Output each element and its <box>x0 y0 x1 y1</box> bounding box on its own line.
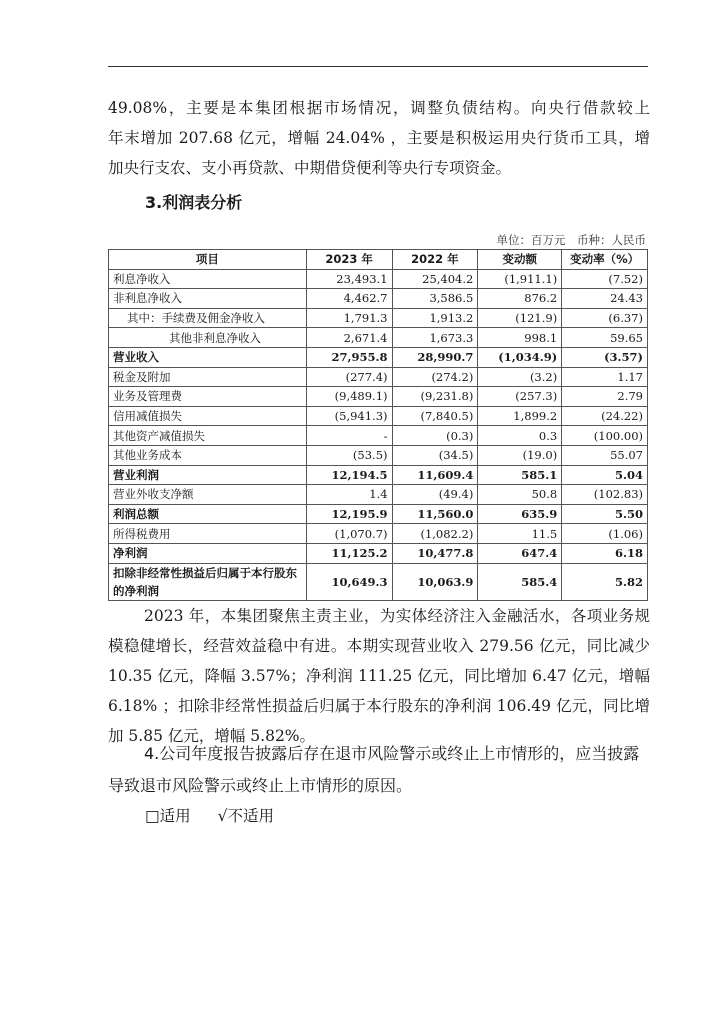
row-label: 其他非利息净收入 <box>109 328 307 348</box>
table-row <box>109 308 648 328</box>
cell-rate: (6.37) <box>562 308 648 328</box>
cell-2023: 2,671.4 <box>306 328 392 348</box>
table-row <box>109 543 648 563</box>
paragraph-line: 加央行支农、支小再贷款、中期借贷便利等央行专项资金。 <box>108 159 512 177</box>
cell-2023: 1,791.3 <box>306 308 392 328</box>
paragraph-profit-analysis: 2023 年，本集团聚焦主责主业，为实体经济注入金融活水，各项业务规模稳健增长，经营效益稳中有进。本期实现营业收入 279.56 亿元，同比减少 10.35 亿元，降幅 3.57%；净利润 111.25 亿元，同比增加 6.47 亿元，增幅 6.18% ；扣除非经常性损益后归属于本行股东的净利润 106.49 亿元，同比增加 5.85 亿元，增幅 5.82%。 <box>108 607 650 745</box>
cell-2023: - <box>306 426 392 446</box>
cell-2022: 1,673.3 <box>392 328 478 348</box>
cell-rate: 24.43 <box>562 289 648 309</box>
cell-rate: (3.57) <box>562 347 648 367</box>
cell-2022: 28,990.7 <box>392 347 478 367</box>
cell-2022: (0.3) <box>392 426 478 446</box>
row-label: 净利润 <box>109 543 307 563</box>
cell-rate: 6.18 <box>562 543 648 563</box>
header-rule <box>108 66 648 67</box>
cell-change: (257.3) <box>478 387 562 407</box>
applicability-options <box>145 802 296 830</box>
cell-2022: 10,477.8 <box>392 543 478 563</box>
cell-change: 50.8 <box>478 485 562 505</box>
cell-2022: (34.5) <box>392 445 478 465</box>
table-header-row <box>109 250 648 270</box>
cell-rate: (100.00) <box>562 426 648 446</box>
row-label: 非利息净收入 <box>109 289 307 309</box>
table-row <box>109 347 648 367</box>
cell-change: 635.9 <box>478 504 562 524</box>
table-row <box>109 387 648 407</box>
cell-change: 647.4 <box>478 543 562 563</box>
cell-2023: (5,941.3) <box>306 406 392 426</box>
cell-2023: 27,955.8 <box>306 347 392 367</box>
cell-2023: 23,493.1 <box>306 269 392 289</box>
paragraph-line: 49.08%，主要是本集团根据市场情况，调整负债结构。向央行借款较上 <box>108 99 650 117</box>
cell-2022: (274.2) <box>392 367 478 387</box>
cell-rate: 55.07 <box>562 445 648 465</box>
cell-2022: 3,586.5 <box>392 289 478 309</box>
cell-2023: 12,195.9 <box>306 504 392 524</box>
cell-rate: (24.22) <box>562 406 648 426</box>
row-label: 利息净收入 <box>109 269 307 289</box>
cell-rate: 2.79 <box>562 387 648 407</box>
cell-change: (19.0) <box>478 445 562 465</box>
cell-change: 1,899.2 <box>478 406 562 426</box>
table-row <box>109 269 648 289</box>
row-label: 营业收入 <box>109 347 307 367</box>
cell-2023: 12,194.5 <box>306 465 392 485</box>
cell-rate: 1.17 <box>562 367 648 387</box>
option-applicable: □适用 <box>145 807 191 825</box>
cell-2022: 11,560.0 <box>392 504 478 524</box>
row-label: 所得税费用 <box>109 524 307 544</box>
cell-rate: (1.06) <box>562 524 648 544</box>
cell-2023: 4,462.7 <box>306 289 392 309</box>
table-row <box>109 426 648 446</box>
table-row <box>109 328 648 348</box>
unit-note: 单位：百万元 币种：人民币 <box>496 233 646 247</box>
row-label: 营业外收支净额 <box>109 485 307 505</box>
cell-2022: 10,063.9 <box>392 563 478 600</box>
cell-2023: 11,125.2 <box>306 543 392 563</box>
cell-change: (1,911.1) <box>478 269 562 289</box>
cell-2022: (9,231.8) <box>392 387 478 407</box>
cell-rate: 59.65 <box>562 328 648 348</box>
cell-2022: 11,609.4 <box>392 465 478 485</box>
cell-2022: 1,913.2 <box>392 308 478 328</box>
row-label: 扣除非经常性损益后归属于本行股东的净利润 <box>109 563 307 600</box>
cell-change: 585.4 <box>478 563 562 600</box>
cell-change: (121.9) <box>478 308 562 328</box>
header-2023: 2023 年 <box>306 250 392 270</box>
cell-rate: 5.04 <box>562 465 648 485</box>
cell-2023: (53.5) <box>306 445 392 465</box>
cell-change: 0.3 <box>478 426 562 446</box>
cell-2022: (1,082.2) <box>392 524 478 544</box>
income-statement-table <box>108 249 648 601</box>
cell-change: 11.5 <box>478 524 562 544</box>
cell-change: (3.2) <box>478 367 562 387</box>
table-row <box>109 289 648 309</box>
table-row <box>109 465 648 485</box>
section-title: 3.利润表分析 <box>145 193 243 212</box>
row-label: 其中：手续费及佣金净收入 <box>109 308 307 328</box>
row-label: 信用减值损失 <box>109 406 307 426</box>
row-label: 营业利润 <box>109 465 307 485</box>
cell-2023: (9,489.1) <box>306 387 392 407</box>
cell-rate: (102.83) <box>562 485 648 505</box>
paragraph-balance-sheet <box>108 93 650 183</box>
header-change: 变动额 <box>478 250 562 270</box>
paragraph-delisting-question: 4.公司年度报告披露后存在退市风险警示或终止上市情形的，应当披露导致退市风险警示或终止上市情形的原因。 <box>108 744 640 795</box>
table-row <box>109 504 648 524</box>
row-label: 其他业务成本 <box>109 445 307 465</box>
table-row <box>109 406 648 426</box>
cell-2023: 10,649.3 <box>306 563 392 600</box>
table-row <box>109 563 648 600</box>
cell-change: 585.1 <box>478 465 562 485</box>
header-rate: 变动率（%） <box>562 250 648 270</box>
table-row <box>109 445 648 465</box>
cell-change: (1,034.9) <box>478 347 562 367</box>
table-row <box>109 367 648 387</box>
cell-change: 876.2 <box>478 289 562 309</box>
cell-2023: (1,070.7) <box>306 524 392 544</box>
option-not-applicable: √不适用 <box>217 807 274 825</box>
cell-2022: (7,840.5) <box>392 406 478 426</box>
cell-rate: (7.52) <box>562 269 648 289</box>
cell-2023: (277.4) <box>306 367 392 387</box>
paragraph-line: 年末增加 207.68 亿元，增幅 24.04% ，主要是积极运用央行货币工具，增 <box>108 129 650 147</box>
row-label: 业务及管理费 <box>109 387 307 407</box>
table-row <box>109 485 648 505</box>
cell-2022: 25,404.2 <box>392 269 478 289</box>
cell-rate: 5.82 <box>562 563 648 600</box>
row-label: 税金及附加 <box>109 367 307 387</box>
cell-rate: 5.50 <box>562 504 648 524</box>
header-2022: 2022 年 <box>392 250 478 270</box>
cell-2022: (49.4) <box>392 485 478 505</box>
table-row <box>109 524 648 544</box>
cell-change: 998.1 <box>478 328 562 348</box>
row-label: 其他资产减值损失 <box>109 426 307 446</box>
row-label: 利润总额 <box>109 504 307 524</box>
cell-2023: 1.4 <box>306 485 392 505</box>
header-item: 项目 <box>109 250 307 270</box>
